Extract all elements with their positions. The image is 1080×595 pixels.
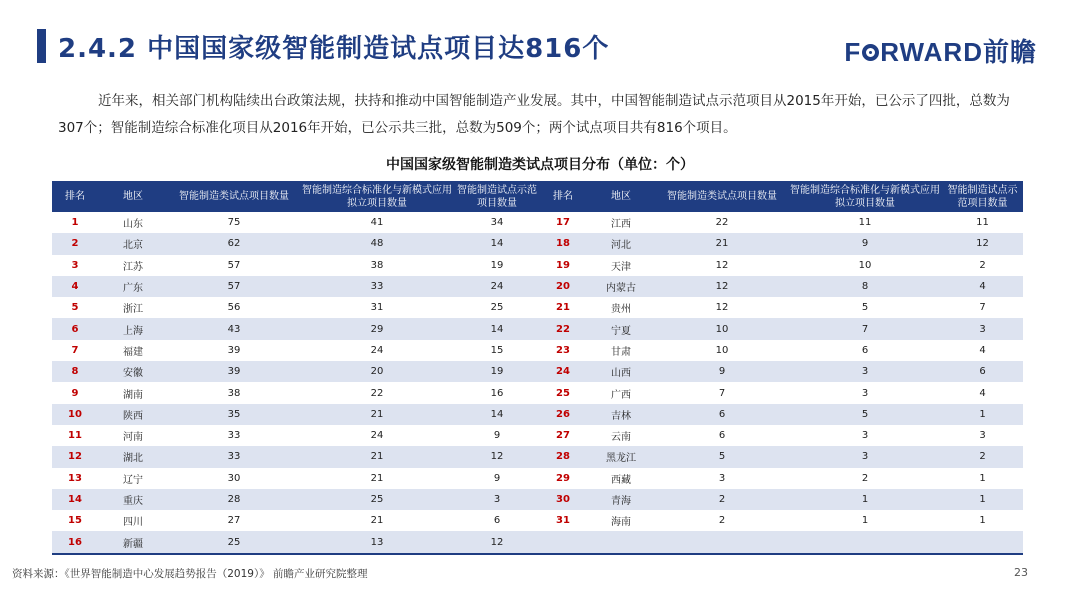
table-cell: 1: [788, 510, 942, 531]
table-cell: 7: [942, 297, 1023, 318]
table-cell: 安徽: [98, 361, 168, 382]
table-row: [52, 531, 1023, 553]
table-row: [52, 468, 1023, 489]
table-row: [52, 212, 1023, 233]
table-cell: 2: [656, 510, 788, 531]
rank-cell: 7: [52, 340, 98, 361]
table-cell: 6: [942, 361, 1023, 382]
table-body: [52, 212, 1023, 554]
column-header: 智能制造类试点项目数量: [656, 181, 788, 212]
table-cell: 10: [788, 255, 942, 276]
table-cell: 33: [168, 425, 300, 446]
rank-cell: 16: [52, 531, 98, 553]
rank-cell: 28: [540, 446, 586, 467]
project-distribution-table: [52, 181, 1023, 555]
table-cell: 12: [454, 446, 540, 467]
rank-cell: 31: [540, 510, 586, 531]
table-cell: 吉林: [586, 404, 656, 425]
rank-cell: 13: [52, 468, 98, 489]
table-cell: 3: [788, 361, 942, 382]
table-cell: 12: [656, 255, 788, 276]
rank-cell: 30: [540, 489, 586, 510]
rank-cell: 19: [540, 255, 586, 276]
table-cell: 21: [300, 446, 454, 467]
table-cell: 14: [454, 233, 540, 254]
table-cell: 青海: [586, 489, 656, 510]
table-row: [52, 404, 1023, 425]
table-cell: [586, 531, 656, 553]
rank-cell: 27: [540, 425, 586, 446]
table-cell: 9: [656, 361, 788, 382]
table-cell: 湖北: [98, 446, 168, 467]
table-cell: 1: [788, 489, 942, 510]
table-cell: 62: [168, 233, 300, 254]
table-cell: 2: [942, 446, 1023, 467]
table-cell: 5: [788, 297, 942, 318]
rank-cell: 9: [52, 382, 98, 403]
table-cell: 48: [300, 233, 454, 254]
rank-cell: 20: [540, 276, 586, 297]
column-header: 智能制造综合标准化与新模式应用拟立项目数量: [788, 181, 942, 212]
table-cell: 24: [300, 340, 454, 361]
table-cell: 22: [656, 212, 788, 233]
table-cell: 33: [300, 276, 454, 297]
table-cell: 21: [300, 468, 454, 489]
rank-cell: [540, 531, 586, 553]
table-cell: 14: [454, 404, 540, 425]
table-cell: 1: [942, 404, 1023, 425]
rank-cell: 10: [52, 404, 98, 425]
table-cell: 12: [942, 233, 1023, 254]
table-cell: 25: [454, 297, 540, 318]
table-cell: 21: [300, 510, 454, 531]
rank-cell: 22: [540, 318, 586, 339]
table-cell: 北京: [98, 233, 168, 254]
table-cell: 4: [942, 276, 1023, 297]
rank-cell: 12: [52, 446, 98, 467]
table-cell: 天津: [586, 255, 656, 276]
table-cell: 7: [788, 318, 942, 339]
table-cell: 9: [454, 468, 540, 489]
table-cell: 1: [942, 510, 1023, 531]
rank-cell: 23: [540, 340, 586, 361]
table-cell: 21: [656, 233, 788, 254]
table-cell: 30: [168, 468, 300, 489]
table-cell: 上海: [98, 318, 168, 339]
table-cell: 3: [942, 425, 1023, 446]
table-cell: 贵州: [586, 297, 656, 318]
table-cell: 35: [168, 404, 300, 425]
table-cell: 重庆: [98, 489, 168, 510]
table-cell: 19: [454, 361, 540, 382]
table-cell: 2: [788, 468, 942, 489]
rank-cell: 25: [540, 382, 586, 403]
table-cell: 福建: [98, 340, 168, 361]
column-header: 智能制造试点示范项目数量: [942, 181, 1023, 212]
table-cell: 12: [656, 276, 788, 297]
table-cell: 4: [942, 382, 1023, 403]
rank-cell: 6: [52, 318, 98, 339]
table-cell: 9: [454, 425, 540, 446]
table-header-row: [52, 181, 1023, 212]
table-cell: 江苏: [98, 255, 168, 276]
table-cell: 内蒙古: [586, 276, 656, 297]
logo-letters-rward: RWARD: [880, 37, 983, 67]
table-cell: 24: [300, 425, 454, 446]
table-cell: 新疆: [98, 531, 168, 553]
rank-cell: 3: [52, 255, 98, 276]
table-cell: 56: [168, 297, 300, 318]
table-cell: 5: [788, 404, 942, 425]
table-cell: 6: [788, 340, 942, 361]
rank-cell: 4: [52, 276, 98, 297]
table-cell: 6: [656, 404, 788, 425]
table-cell: 广西: [586, 382, 656, 403]
table-cell: 28: [168, 489, 300, 510]
page-number: 23: [1014, 566, 1028, 579]
table-cell: 1: [942, 468, 1023, 489]
rank-cell: 24: [540, 361, 586, 382]
table-cell: 宁夏: [586, 318, 656, 339]
table-cell: 河北: [586, 233, 656, 254]
intro-paragraph: 近年来，相关部门机构陆续出台政策法规，扶持和推动中国智能制造产业发展。其中，中国智能制造试点示范项目从2015年开始，已公示了四批，总数为307个；智能制造综合标准化项目从2016年开始，已公示共三批，总数为509个；两个试点项目共有816个项目。: [58, 93, 1010, 136]
table-cell: 12: [656, 297, 788, 318]
table-cell: 西藏: [586, 468, 656, 489]
page-title: 2.4.2 中国国家级智能制造试点项目达816个: [58, 34, 610, 64]
table-cell: 11: [942, 212, 1023, 233]
rank-cell: 8: [52, 361, 98, 382]
table-cell: 11: [788, 212, 942, 233]
table-cell: 6: [656, 425, 788, 446]
rank-cell: 21: [540, 297, 586, 318]
logo-chinese: 前瞻: [982, 37, 1037, 67]
table-row: [52, 297, 1023, 318]
table-cell: 12: [454, 531, 540, 553]
table-row: [52, 510, 1023, 531]
rank-cell: 1: [52, 212, 98, 233]
table-cell: 3: [788, 446, 942, 467]
table-row: [52, 318, 1023, 339]
table-cell: 辽宁: [98, 468, 168, 489]
table-cell: [942, 531, 1023, 553]
table-cell: 57: [168, 276, 300, 297]
table-cell: 河南: [98, 425, 168, 446]
table-cell: [656, 531, 788, 553]
table-cell: 14: [454, 318, 540, 339]
table-cell: 57: [168, 255, 300, 276]
table-cell: 10: [656, 318, 788, 339]
table-row: [52, 340, 1023, 361]
rank-cell: 29: [540, 468, 586, 489]
table-cell: 甘肃: [586, 340, 656, 361]
table-cell: 75: [168, 212, 300, 233]
table-cell: 浙江: [98, 297, 168, 318]
table-cell: 黑龙江: [586, 446, 656, 467]
table-cell: 山东: [98, 212, 168, 233]
table-cell: 云南: [586, 425, 656, 446]
rank-cell: 17: [540, 212, 586, 233]
rank-cell: 11: [52, 425, 98, 446]
table-cell: 31: [300, 297, 454, 318]
table-cell: 22: [300, 382, 454, 403]
column-header: 智能制造类试点项目数量: [168, 181, 300, 212]
table-title: 中国国家级智能制造类试点项目分布（单位：个）: [386, 157, 694, 173]
column-header: 智能制造综合标准化与新模式应用拟立项目数量: [300, 181, 454, 212]
table-cell: 34: [454, 212, 540, 233]
table-cell: 5: [656, 446, 788, 467]
table-row: [52, 489, 1023, 510]
table-cell: 21: [300, 404, 454, 425]
table-cell: 3: [656, 468, 788, 489]
logo-o-icon: [862, 44, 879, 61]
table-cell: 10: [656, 340, 788, 361]
column-header: 排名: [540, 181, 586, 212]
table-cell: 8: [788, 276, 942, 297]
table-cell: 39: [168, 361, 300, 382]
table-cell: 41: [300, 212, 454, 233]
table-cell: [788, 531, 942, 553]
table-cell: 广东: [98, 276, 168, 297]
forward-logo: [844, 32, 1037, 69]
table-cell: 29: [300, 318, 454, 339]
table-cell: 3: [942, 318, 1023, 339]
column-header: 地区: [586, 181, 656, 212]
table-cell: 20: [300, 361, 454, 382]
table-cell: 16: [454, 382, 540, 403]
table-cell: 9: [788, 233, 942, 254]
table-row: [52, 382, 1023, 403]
rank-cell: 18: [540, 233, 586, 254]
table-row: [52, 446, 1023, 467]
table-cell: 四川: [98, 510, 168, 531]
table-cell: 3: [788, 382, 942, 403]
rank-cell: 26: [540, 404, 586, 425]
rank-cell: 15: [52, 510, 98, 531]
table-row: [52, 233, 1023, 254]
table-cell: 15: [454, 340, 540, 361]
column-header: 排名: [52, 181, 98, 212]
table-cell: 海南: [586, 510, 656, 531]
table-cell: 3: [788, 425, 942, 446]
rank-cell: 2: [52, 233, 98, 254]
table-cell: 24: [454, 276, 540, 297]
column-header: 地区: [98, 181, 168, 212]
table-row: [52, 361, 1023, 382]
title-accent-bar: [37, 29, 46, 63]
logo-letter-f: F: [844, 37, 862, 67]
table-cell: 2: [942, 255, 1023, 276]
table-cell: 25: [300, 489, 454, 510]
table-cell: 27: [168, 510, 300, 531]
table-cell: 39: [168, 340, 300, 361]
column-header: 智能制造试点示范项目数量: [454, 181, 540, 212]
table-cell: 13: [300, 531, 454, 553]
table-row: [52, 276, 1023, 297]
table-cell: 4: [942, 340, 1023, 361]
table-cell: 山西: [586, 361, 656, 382]
table-cell: 江西: [586, 212, 656, 233]
table-cell: 3: [454, 489, 540, 510]
table-cell: 25: [168, 531, 300, 553]
table-cell: 2: [656, 489, 788, 510]
table-cell: 38: [168, 382, 300, 403]
table-cell: 湖南: [98, 382, 168, 403]
table-cell: 43: [168, 318, 300, 339]
table-cell: 7: [656, 382, 788, 403]
table-cell: 33: [168, 446, 300, 467]
rank-cell: 5: [52, 297, 98, 318]
table-row: [52, 425, 1023, 446]
table-cell: 6: [454, 510, 540, 531]
table-cell: 19: [454, 255, 540, 276]
table-row: [52, 255, 1023, 276]
table-cell: 38: [300, 255, 454, 276]
table-cell: 1: [942, 489, 1023, 510]
rank-cell: 14: [52, 489, 98, 510]
table-cell: 陕西: [98, 404, 168, 425]
source-note: 资料来源：《世界智能制造中心发展趋势报告（2019）》 前瞻产业研究院整理: [12, 568, 368, 580]
